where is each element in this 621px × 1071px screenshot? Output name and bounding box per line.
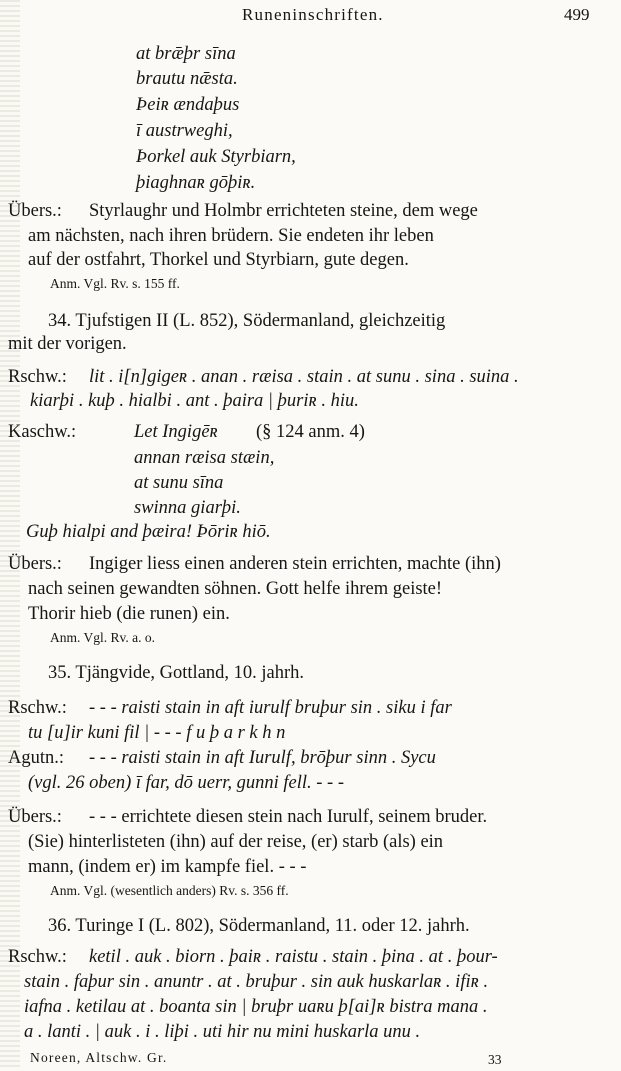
kaschw-line: annan ræisa stæin, bbox=[134, 448, 275, 468]
footer-author: Noreen, Altschw. Gr. bbox=[30, 1050, 168, 1065]
ubers-line: - - - errichtete diesen stein nach Iurulf, seinem bruder. bbox=[89, 807, 488, 827]
rschw-line: a . lanti . | auk . i . liþi . uti hir nu mini huskarla unu . bbox=[24, 1022, 421, 1042]
poem-line: þiaghnaʀ gōþiʀ. bbox=[136, 173, 256, 193]
agutn-line: - - - raisti stain in aft Iurulf, brōþur sinn . Sycu bbox=[89, 748, 436, 768]
rschw-line: iafna . ketilau at . boanta sin | bruþr uaʀu þ[ai]ʀ bistra mana . bbox=[24, 997, 488, 1017]
poem-line: ī austrweghi, bbox=[136, 121, 233, 141]
ubers-label: Übers.: bbox=[8, 201, 62, 221]
annotation: Anm. Vgl. Rv. s. 155 ff. bbox=[50, 276, 180, 291]
ubers-line: auf der ostfahrt, Thorkel und Styrbiarn, gute degen. bbox=[28, 250, 409, 270]
ubers-line: Ingiger liess einen anderen stein errichten, machte (ihn) bbox=[89, 554, 501, 574]
annotation: Anm. Vgl. Rv. a. o. bbox=[50, 630, 156, 645]
rschw-line: kiarþi . kuþ . hialbi . ant . þaira | þuriʀ . hiu. bbox=[30, 391, 359, 411]
ubers-line: am nächsten, nach ihren brüdern. Sie endeten ihr leben bbox=[28, 226, 434, 246]
rschw-label: Rschw.: bbox=[8, 367, 67, 387]
annotation: Anm. Vgl. (wesentlich anders) Rv. s. 356 ff. bbox=[50, 883, 289, 898]
page-edge-scan bbox=[0, 0, 20, 1070]
rschw-line: - - - raisti stain in aft iurulf bruþur sin . siku i far bbox=[89, 698, 452, 718]
poem-line: Þorkel auk Styrbiarn, bbox=[136, 147, 296, 167]
footer-sheet-number: 33 bbox=[488, 1052, 502, 1067]
poem-line: brautu nǣsta. bbox=[136, 69, 238, 89]
entry-heading: mit der vorigen. bbox=[8, 334, 127, 354]
poem-line: Þeiʀ ændaþus bbox=[136, 95, 240, 115]
rschw-label: Rschw.: bbox=[8, 947, 67, 967]
running-header: Runeninschriften. bbox=[242, 5, 384, 24]
kaschw-reference: (§ 124 anm. 4) bbox=[256, 422, 365, 442]
entry-heading: 36. Turinge I (L. 802), Södermanland, 11. oder 12. jahrh. bbox=[48, 916, 470, 936]
ubers-line: (Sie) hinterlisteten (ihn) auf der reise, (er) starb (als) ein bbox=[28, 832, 444, 852]
ubers-line: Styrlaughr und Holmbr errichteten steine, dem wege bbox=[89, 201, 478, 221]
ubers-line: mann, (indem er) im kampfe fiel. - - - bbox=[28, 857, 307, 877]
entry-heading: 34. Tjufstigen II (L. 852), Södermanland, gleichzeitig bbox=[48, 311, 446, 331]
kaschw-label: Kaschw.: bbox=[8, 422, 77, 442]
rschw-line: lit . i[n]gigeʀ . anan . ræisa . stain . at sunu . sina . suina . bbox=[89, 367, 519, 387]
ubers-label: Übers.: bbox=[8, 807, 62, 827]
agutn-label: Agutn.: bbox=[8, 748, 65, 768]
page-number: 499 bbox=[564, 5, 590, 24]
kaschw-line: Guþ hialpi and þæira! Þōriʀ hiō. bbox=[26, 522, 271, 542]
rschw-line: stain . faþur sin . anuntr . at . bruþur . sin auk huskarlaʀ . ifiʀ . bbox=[24, 972, 489, 992]
kaschw-line: Let Ingigēʀ bbox=[134, 422, 218, 442]
ubers-line: Thorir hieb (die runen) ein. bbox=[28, 604, 230, 624]
poem-line: at brǣþr sīna bbox=[136, 44, 236, 64]
agutn-line: (vgl. 26 oben) ī far, dō uerr, gunni fell. - - - bbox=[28, 773, 344, 793]
kaschw-line: at sunu sīna bbox=[134, 473, 224, 493]
rschw-line: ketil . auk . biorn . þaiʀ . raistu . stain . þina . at . þour- bbox=[89, 947, 498, 967]
kaschw-line: swinna giarþi. bbox=[134, 498, 241, 518]
entry-heading: 35. Tjängvide, Gottland, 10. jahrh. bbox=[48, 663, 305, 683]
rschw-line: tu [u]ir kuni fil | - - - f u þ a r k h n bbox=[28, 723, 286, 743]
ubers-label: Übers.: bbox=[8, 554, 62, 574]
rschw-label: Rschw.: bbox=[8, 698, 67, 718]
ubers-line: nach seinen gewandten söhnen. Gott helfe ihrem geiste! bbox=[28, 579, 443, 599]
